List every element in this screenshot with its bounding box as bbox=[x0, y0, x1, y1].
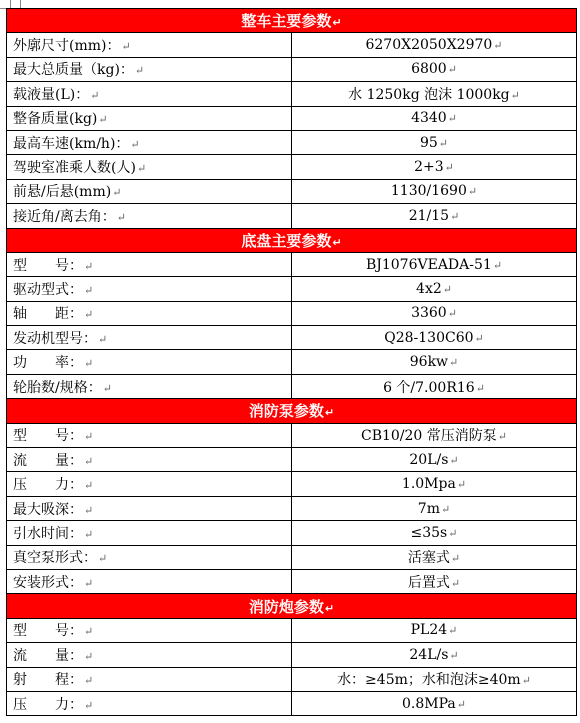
paragraph-mark: ↵ bbox=[456, 697, 466, 711]
param-label: 功 率： bbox=[13, 355, 83, 372]
param-label-cell[interactable] bbox=[7, 472, 292, 496]
param-value-cell[interactable] bbox=[292, 423, 577, 447]
paragraph-mark: ↵ bbox=[84, 430, 94, 444]
param-label: 最大总质量（kg)： bbox=[13, 62, 134, 79]
param-value-cell[interactable] bbox=[292, 155, 577, 179]
paragraph-mark: ↵ bbox=[90, 88, 100, 102]
param-value: 1130/1690 bbox=[390, 183, 467, 200]
paragraph-mark: ↵ bbox=[449, 648, 459, 662]
paragraph-mark: ↵ bbox=[102, 381, 112, 395]
param-label-cell[interactable] bbox=[7, 667, 292, 691]
paragraph-mark: ↵ bbox=[447, 112, 457, 126]
paragraph-mark: ↵ bbox=[438, 136, 449, 150]
paragraph-mark: ↵ bbox=[492, 258, 503, 272]
spec-table-body bbox=[7, 9, 577, 716]
section-title-text: 消防泵参数 bbox=[248, 402, 324, 421]
table-row bbox=[7, 82, 577, 106]
param-value-cell[interactable] bbox=[292, 326, 577, 350]
param-value: 3360 bbox=[411, 305, 447, 322]
param-label: 轮胎数/规格： bbox=[13, 379, 102, 396]
paragraph-mark: ↵ bbox=[440, 502, 451, 516]
param-value: 6 个/7.00R16 bbox=[383, 379, 475, 396]
section-header-row bbox=[7, 9, 577, 33]
paragraph-mark: ↵ bbox=[84, 503, 94, 517]
paragraph-mark: ↵ bbox=[116, 210, 126, 224]
paragraph-mark: ↵ bbox=[332, 235, 342, 249]
section-title bbox=[7, 9, 577, 33]
param-value-cell[interactable] bbox=[292, 57, 577, 81]
table-row bbox=[7, 350, 577, 374]
param-label-cell[interactable] bbox=[7, 545, 292, 569]
param-label-cell[interactable] bbox=[7, 82, 292, 106]
param-label-cell[interactable] bbox=[7, 521, 292, 545]
table-row bbox=[7, 374, 577, 398]
paragraph-mark: ↵ bbox=[324, 406, 335, 420]
param-label: 压 力： bbox=[13, 477, 83, 494]
param-label: 最高车速(km/h)： bbox=[13, 135, 130, 152]
table-row bbox=[7, 448, 577, 472]
param-label-cell[interactable] bbox=[7, 326, 292, 350]
paragraph-mark: ↵ bbox=[474, 331, 484, 345]
param-value-cell[interactable] bbox=[292, 618, 577, 642]
param-value-cell[interactable] bbox=[292, 496, 577, 520]
param-value: ≤35s bbox=[410, 524, 448, 541]
paragraph-mark: ↵ bbox=[448, 526, 458, 540]
paragraph-mark: ↵ bbox=[450, 552, 461, 566]
paragraph-mark: ↵ bbox=[84, 527, 94, 541]
paragraph-mark: ↵ bbox=[442, 282, 452, 296]
table-row bbox=[7, 496, 577, 520]
paragraph-mark: ↵ bbox=[84, 259, 94, 273]
param-label-cell[interactable] bbox=[7, 204, 292, 228]
param-value-cell[interactable] bbox=[292, 130, 577, 154]
table-row bbox=[7, 472, 577, 496]
param-value: 2+3 bbox=[414, 159, 444, 176]
param-label: 压 力： bbox=[13, 696, 83, 713]
param-value-cell[interactable] bbox=[292, 301, 577, 325]
param-value-cell[interactable] bbox=[292, 472, 577, 496]
param-value-cell[interactable] bbox=[292, 179, 577, 203]
param-value-cell[interactable] bbox=[292, 252, 577, 276]
param-label-cell[interactable] bbox=[7, 691, 292, 715]
param-label: 接近角/离去角： bbox=[13, 208, 116, 225]
table-row bbox=[7, 423, 577, 447]
param-value: Q28-130C60 bbox=[384, 329, 474, 346]
paragraph-mark: ↵ bbox=[84, 649, 94, 663]
param-label: 引水时间： bbox=[13, 525, 83, 542]
param-label-cell[interactable] bbox=[7, 155, 292, 179]
param-label-cell[interactable] bbox=[7, 496, 292, 520]
param-value-cell[interactable] bbox=[292, 82, 577, 106]
param-label-cell[interactable] bbox=[7, 33, 292, 57]
paragraph-mark: ↵ bbox=[467, 185, 478, 199]
section-title-text: 整车主要参数 bbox=[241, 12, 332, 31]
paragraph-mark: ↵ bbox=[456, 478, 467, 492]
paragraph-mark: ↵ bbox=[136, 162, 147, 176]
param-label-cell[interactable] bbox=[7, 374, 292, 398]
paragraph-mark: ↵ bbox=[493, 39, 503, 53]
param-value: 95 bbox=[419, 134, 438, 151]
table-row bbox=[7, 130, 577, 154]
section-header-row bbox=[7, 594, 577, 618]
param-value: PL24 bbox=[410, 622, 448, 639]
paragraph-mark: ↵ bbox=[324, 601, 335, 615]
param-label: 发动机型号： bbox=[13, 330, 97, 347]
paragraph-mark: ↵ bbox=[521, 674, 531, 688]
paragraph-mark: ↵ bbox=[130, 137, 140, 151]
paragraph-mark: ↵ bbox=[84, 283, 94, 297]
table-row bbox=[7, 277, 577, 301]
paragraph-mark: ↵ bbox=[447, 307, 457, 321]
param-label-cell[interactable] bbox=[7, 448, 292, 472]
paragraph-mark: ↵ bbox=[444, 161, 454, 175]
paragraph-mark: ↵ bbox=[84, 479, 94, 493]
paragraph-mark: ↵ bbox=[448, 624, 458, 638]
param-label-cell[interactable] bbox=[7, 301, 292, 325]
section-title-text: 消防炮参数 bbox=[248, 597, 324, 616]
table-row bbox=[7, 204, 577, 228]
paragraph-mark: ↵ bbox=[450, 576, 461, 590]
param-value-cell[interactable] bbox=[292, 643, 577, 667]
param-label: 真空泵形式： bbox=[13, 550, 97, 567]
table-row bbox=[7, 643, 577, 667]
param-value: 96kw bbox=[409, 354, 449, 371]
param-value: 水：≥45m；水和泡沫≥40m bbox=[337, 672, 521, 689]
param-label-cell[interactable] bbox=[7, 569, 292, 593]
spec-table bbox=[6, 8, 577, 716]
param-value: 6270X2050X2970 bbox=[365, 37, 493, 54]
param-value: 7m bbox=[417, 500, 440, 517]
param-value-cell[interactable] bbox=[292, 521, 577, 545]
paragraph-mark: ↵ bbox=[84, 357, 94, 371]
table-row bbox=[7, 545, 577, 569]
paragraph-mark: ↵ bbox=[84, 625, 94, 639]
param-value-cell[interactable] bbox=[292, 277, 577, 301]
param-label: 最大吸深： bbox=[13, 501, 83, 518]
param-label: 型 号： bbox=[13, 257, 83, 274]
table-row bbox=[7, 33, 577, 57]
param-value: BJ1076VEADA-51 bbox=[365, 256, 492, 273]
section-title-text: 底盘主要参数 bbox=[241, 231, 332, 250]
section-title bbox=[7, 228, 577, 252]
param-label-cell[interactable] bbox=[7, 179, 292, 203]
paragraph-mark: ↵ bbox=[121, 40, 131, 54]
param-value: 4x2 bbox=[416, 280, 442, 297]
param-value-cell[interactable] bbox=[292, 667, 577, 691]
paragraph-mark: ↵ bbox=[84, 674, 94, 688]
paragraph-mark: ↵ bbox=[450, 209, 460, 223]
param-value: 0.8MPa bbox=[402, 695, 456, 712]
param-value: 20L/s bbox=[409, 451, 449, 468]
param-value-cell[interactable] bbox=[292, 350, 577, 374]
table-row bbox=[7, 691, 577, 715]
param-value-cell[interactable] bbox=[292, 374, 577, 398]
table-row bbox=[7, 618, 577, 642]
table-row bbox=[7, 252, 577, 276]
paragraph-mark: ↵ bbox=[98, 332, 108, 346]
param-label-cell[interactable] bbox=[7, 130, 292, 154]
param-label: 流 量： bbox=[13, 647, 83, 664]
param-value-cell[interactable] bbox=[292, 448, 577, 472]
section-header-row bbox=[7, 399, 577, 423]
param-label-cell[interactable] bbox=[7, 57, 292, 81]
param-label: 驾驶室准乘人数(人) bbox=[13, 160, 136, 177]
param-value: 24L/s bbox=[409, 646, 449, 663]
paragraph-mark: ↵ bbox=[449, 356, 459, 370]
paragraph-mark: ↵ bbox=[332, 16, 342, 30]
table-row bbox=[7, 301, 577, 325]
paragraph-mark: ↵ bbox=[447, 63, 457, 77]
section-title bbox=[7, 594, 577, 618]
paragraph-mark: ↵ bbox=[497, 430, 507, 444]
param-label: 整备质量(kg) bbox=[13, 111, 98, 128]
paragraph-mark: ↵ bbox=[84, 454, 94, 468]
paragraph-mark: ↵ bbox=[449, 453, 459, 467]
param-label-cell[interactable] bbox=[7, 106, 292, 130]
table-row bbox=[7, 155, 577, 179]
paragraph-mark: ↵ bbox=[475, 381, 485, 395]
table-row bbox=[7, 106, 577, 130]
table-row bbox=[7, 57, 577, 81]
param-value-cell[interactable] bbox=[292, 569, 577, 593]
param-label: 外廓尺寸(mm)： bbox=[13, 38, 121, 55]
param-label-cell[interactable] bbox=[7, 277, 292, 301]
param-value: 活塞式 bbox=[407, 550, 450, 567]
param-label-cell[interactable] bbox=[7, 643, 292, 667]
param-label: 载液量(L)： bbox=[13, 86, 90, 103]
paragraph-mark: ↵ bbox=[98, 552, 108, 566]
param-value-cell[interactable] bbox=[292, 33, 577, 57]
param-value: CB10/20 常压消防泵 bbox=[360, 428, 497, 445]
param-label: 前悬/后悬(mm) bbox=[13, 184, 112, 201]
table-row bbox=[7, 521, 577, 545]
param-value-cell[interactable] bbox=[292, 691, 577, 715]
param-label: 型 号： bbox=[13, 623, 83, 640]
table-row bbox=[7, 179, 577, 203]
paragraph-mark: ↵ bbox=[134, 64, 145, 78]
param-label: 轴 距： bbox=[13, 306, 83, 323]
paragraph-mark: ↵ bbox=[84, 576, 94, 590]
table-row bbox=[7, 569, 577, 593]
param-value: 6800 bbox=[411, 61, 447, 78]
param-label-cell[interactable] bbox=[7, 423, 292, 447]
paragraph-mark: ↵ bbox=[84, 308, 94, 322]
paragraph-mark: ↵ bbox=[98, 113, 108, 127]
table-row bbox=[7, 326, 577, 350]
param-label-cell[interactable] bbox=[7, 350, 292, 374]
paragraph-mark: ↵ bbox=[510, 88, 520, 102]
param-value: 4340 bbox=[411, 110, 447, 127]
param-label-cell[interactable] bbox=[7, 618, 292, 642]
paragraph-mark: ↵ bbox=[112, 186, 122, 200]
param-value-cell[interactable] bbox=[292, 106, 577, 130]
param-label: 流 量： bbox=[13, 452, 83, 469]
param-value: 水 1250kg 泡沫 1000kg bbox=[348, 86, 510, 103]
param-label: 型 号： bbox=[13, 428, 83, 445]
table-row bbox=[7, 667, 577, 691]
param-value-cell[interactable] bbox=[292, 204, 577, 228]
param-value: 后置式 bbox=[407, 574, 450, 591]
param-label: 驱动型式： bbox=[13, 281, 83, 298]
param-label: 射 程： bbox=[13, 672, 83, 689]
param-label-cell[interactable] bbox=[7, 252, 292, 276]
param-value: 21/15 bbox=[408, 207, 450, 224]
section-title bbox=[7, 399, 577, 423]
param-label: 安装形式： bbox=[13, 574, 83, 591]
param-value-cell[interactable] bbox=[292, 545, 577, 569]
param-value: 1.0Mpa bbox=[401, 476, 456, 493]
section-header-row bbox=[7, 228, 577, 252]
paragraph-mark: ↵ bbox=[84, 698, 94, 712]
